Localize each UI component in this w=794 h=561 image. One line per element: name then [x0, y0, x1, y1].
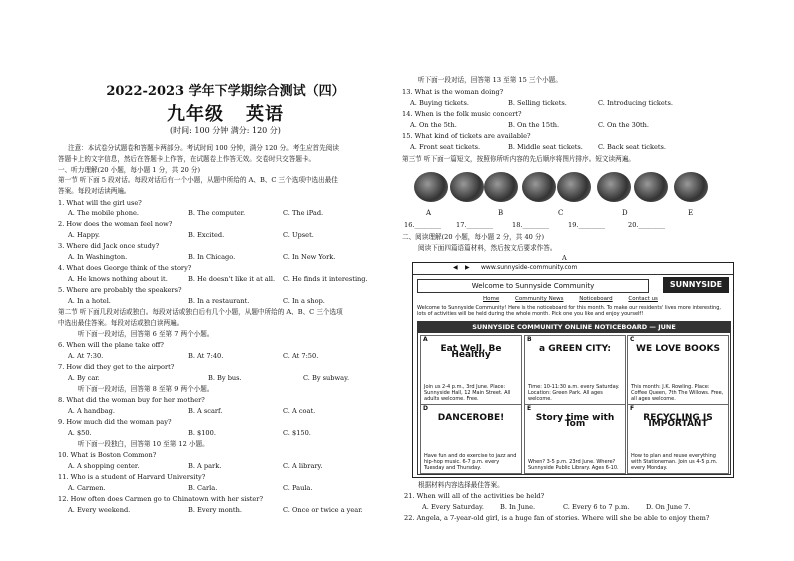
grade: 九年级	[167, 104, 224, 125]
option: A. A shopping center.	[68, 462, 140, 470]
option: B. $100.	[188, 429, 216, 437]
option: A. On the 5th.	[410, 121, 457, 129]
option: C. In a shop.	[283, 297, 325, 305]
question: 8. What did the woman buy for her mother?	[58, 396, 205, 404]
option: B. A park.	[188, 462, 222, 470]
food-picture	[674, 172, 708, 202]
option: A. In Washington.	[68, 253, 128, 261]
option: B. On the 15th.	[508, 121, 560, 129]
card-heading: Story time with Tom	[535, 413, 615, 429]
question: 15. What kind of tickets are available?	[402, 132, 531, 140]
welcome-banner: Welcome to Sunnyside Community	[417, 279, 649, 293]
option: B. At 7:40.	[188, 352, 224, 360]
question	[404, 492, 544, 500]
question: 1. What will the girl use?	[58, 199, 142, 207]
sunnyside-logo: SUNNYSIDE	[663, 277, 729, 293]
option: C. By subway.	[303, 374, 350, 382]
option: B. Carla.	[188, 484, 218, 492]
notice-line: 注意：本试卷分试题卷和答题卡两部分。考试时间 100 分钟，满分 120 分。考生应首先阅读	[68, 144, 339, 152]
option: C. Every 6 to 7 p.m.	[563, 503, 630, 511]
option: C. Once or twice a year.	[283, 506, 363, 514]
question-number: 21.	[404, 492, 415, 500]
card-heading: Eat Well, Be Healthy	[440, 344, 502, 360]
food-picture	[484, 172, 518, 202]
browser-bar	[413, 263, 733, 275]
food-picture	[597, 172, 631, 202]
card-letter: E	[527, 405, 532, 412]
question: 10. What is Boston Common?	[58, 451, 157, 459]
passage-label: A	[562, 254, 567, 262]
card-letter: A	[423, 336, 428, 343]
question: 2. How does the woman feel now?	[58, 220, 173, 228]
question	[404, 514, 709, 522]
section-heading: 二、阅读理解(20 小题，每小题 2 分，共 40 分)	[402, 233, 545, 241]
option: C. In New York.	[283, 253, 336, 261]
instruction-line: 听下面一段对话，回答第 13 至第 15 三个小题。	[418, 76, 562, 84]
option: A. At 7:30.	[68, 352, 104, 360]
question: 12. How often does Carmen go to Chinatown with her sister?	[58, 495, 263, 503]
option: C. Back seat tickets.	[598, 143, 667, 151]
instruction-line: 第二节 听下面几段对话或独白。每段对话或独白后有几个小题，从题中所给的 A、B、C 三个选项	[58, 308, 343, 316]
option: C. Paula.	[283, 484, 313, 492]
blank-number: 19.	[568, 221, 579, 229]
forward-icon[interactable]: ▶	[465, 264, 470, 271]
notice-card	[627, 335, 729, 405]
nav-noticeboard[interactable]: Noticeboard	[579, 296, 613, 302]
option: C. A library.	[283, 462, 323, 470]
option: B. A scarf.	[188, 407, 223, 415]
option: A. He knows nothing about it.	[68, 275, 168, 283]
question: 13. What is the woman doing?	[402, 88, 504, 96]
instruction-line: 第三节 听下面一篇短文，按照你所听内容的先后顺序将图片排序。短文读两遍。	[402, 155, 635, 163]
option: A. Every Saturday.	[422, 503, 484, 511]
blank-number: 18.	[512, 221, 523, 229]
card-text: Join us 2-4 p.m., 3rd June. Place: Sunnyside Hall, 12 Main Street. All adults welcome. Free.	[424, 384, 511, 402]
blank-number: 16.	[404, 221, 415, 229]
option: B. In June.	[500, 503, 536, 511]
notice-card	[420, 335, 522, 405]
option: A. Carmen.	[68, 484, 106, 492]
option: B. Middle seat tickets.	[508, 143, 583, 151]
option: B. The computer.	[188, 209, 246, 217]
time-score-line: (时间: 100 分钟 满分: 120 分)	[170, 126, 281, 135]
left-column	[58, 0, 393, 561]
food-picture	[450, 172, 484, 202]
option: C. At 7:50.	[283, 352, 319, 360]
notice-card	[524, 404, 626, 474]
card-text: How to plan and reuse everything with Stationeman. Join us 4-5 p.m. every Monday.	[631, 453, 718, 471]
notice-card	[524, 335, 626, 405]
picture-label: E	[688, 209, 694, 217]
option: C. Upset.	[283, 231, 314, 239]
option: C. On the 30th.	[598, 121, 650, 129]
card-heading: DANCEROBE!	[437, 413, 505, 423]
instruction-line: 听下面一段独白，回答第 10 至第 12 小题。	[78, 440, 209, 448]
question: 14. When is the folk music concert?	[402, 110, 522, 118]
option: A. $50.	[68, 429, 92, 437]
picture-label: C	[558, 209, 564, 217]
notice-card	[627, 404, 729, 474]
answer-blank[interactable]: 19.________	[568, 221, 605, 229]
food-picture	[557, 172, 591, 202]
question: 3. Where did Jack once study?	[58, 242, 160, 250]
picture-label: D	[622, 209, 628, 217]
option: A. Happy.	[68, 231, 101, 239]
instruction-line: 听下面一段对话，回答第 6 至第 7 两个小题。	[78, 330, 214, 338]
option: B. He doesn't like it at all.	[188, 275, 276, 283]
option: A. Buying tickets.	[410, 99, 469, 107]
option: B. Excited.	[188, 231, 225, 239]
card-text: When? 3-5 p.m. 23rd June. Where? Sunnyside Public Library. Ages 6-10.	[528, 459, 619, 471]
url-text[interactable]: www.sunnyside-community.com	[481, 264, 578, 271]
nav-home[interactable]: Home	[483, 296, 500, 302]
option: A. In a hotel.	[68, 297, 111, 305]
food-picture	[634, 172, 668, 202]
nav-contact[interactable]: Contact us	[628, 296, 658, 302]
food-picture	[522, 172, 556, 202]
option: A. A handbag.	[68, 407, 115, 415]
instruction-line: 第一节 听下面 5 段对话。每段对话后有一个小题，从题中所给的 A、B、C 三个选项中选出最佳	[58, 176, 338, 184]
card-heading: WE LOVE BOOKS	[636, 344, 720, 354]
instruction-line: 答案。每段对话读两遍。	[58, 187, 131, 195]
card-letter: B	[527, 336, 532, 343]
nav-community-news[interactable]: Community News	[515, 296, 564, 302]
answer-blank[interactable]: 18.________	[512, 221, 549, 229]
option: D. On June 7.	[646, 503, 691, 511]
food-picture	[414, 172, 448, 202]
card-text: Have fun and do exercise to jazz and hip-hop music. 6-7 p.m. every Tuesday and Thursday.	[424, 453, 517, 471]
card-letter: C	[630, 336, 635, 343]
instruction-line: 中选出最佳答案。每段对话或独白读两遍。	[58, 319, 184, 327]
card-text: Time: 10-11:30 a.m. every Saturday. Location: Green Park. All ages welcome.	[528, 384, 620, 402]
question: 7. How did they get to the airport?	[58, 363, 175, 371]
notice-line: 答题卡上的文字信息，然后在答题卡上作答，在试题卷上作答无效。交卷时只交答题卡。	[58, 155, 316, 163]
card-letter: D	[423, 405, 428, 412]
option: B. Selling tickets.	[508, 99, 567, 107]
picture-label: B	[498, 209, 504, 217]
option: B. By bus.	[208, 374, 242, 382]
question: 6. When will the plane take off?	[58, 341, 164, 349]
site-nav	[483, 296, 672, 302]
card-letter: F	[630, 405, 635, 412]
noticeboard	[417, 321, 731, 475]
question-number: 22.	[404, 514, 415, 522]
question: 4. What does George think of the story?	[58, 264, 192, 272]
option: B. In a restaurant.	[188, 297, 250, 305]
card-text: This month: J.K. Rowling. Place: Coffee Queen, 7th The Willows. Free, all ages welcome.	[631, 384, 724, 402]
option: A. Every weekend.	[68, 506, 131, 514]
notice-card	[420, 404, 522, 474]
option: C. Introducing tickets.	[598, 99, 673, 107]
question-text: Angela, a 7-year-old girl, is a huge fan of stories. Where will she be able to enjoy them?	[416, 514, 710, 522]
option: C. $150.	[283, 429, 311, 437]
option: A. The mobile phone.	[68, 209, 139, 217]
option: B. In Chicago.	[188, 253, 236, 261]
exam-subtitle	[58, 100, 393, 126]
blank-number: 20.	[628, 221, 639, 229]
blank-number: 17.	[456, 221, 467, 229]
instruction-line: 阅读下面四篇语篇材料，然后按文后要求作答。	[418, 244, 557, 252]
question: 9. How much did the woman pay?	[58, 418, 172, 426]
back-icon[interactable]: ◀	[453, 264, 458, 271]
option: A. Front seat tickets.	[410, 143, 481, 151]
question: 11. Who is a student of Harvard University?	[58, 473, 206, 481]
instruction-line: 根据材料内容选择最佳答案。	[418, 481, 504, 489]
answer-blank[interactable]: 20.________	[628, 221, 665, 229]
picture-label: A	[426, 209, 432, 217]
question-text: When will all of the activities be held?	[416, 492, 545, 500]
option: C. He finds it interesting.	[283, 275, 368, 283]
option: C. A coat.	[283, 407, 316, 415]
card-heading: RECYCLING IS IMPORTANT	[643, 413, 713, 429]
exam-title: 2022-2023 学年下学期综合测试（四）	[106, 84, 345, 99]
option: C. The iPad.	[283, 209, 324, 217]
subject: 英语	[246, 104, 284, 125]
answer-blank[interactable]: 16.________	[404, 221, 441, 229]
section-heading: 一、听力理解(20 小题，每小题 1 分，共 20 分)	[58, 166, 201, 174]
instruction-line: 听下面一段对话，回答第 8 至第 9 两个小题。	[78, 385, 214, 393]
card-heading: a GREEN CITY:	[539, 344, 611, 354]
option: A. By car.	[68, 374, 100, 382]
question: 5. Where are probably the speakers?	[58, 286, 182, 294]
intro-text: Welcome to Sunnyside Community! Here is the noticeboard for this month. To make our residents' lives more interesting, lots of activities will be held during the whole month. Pick one you like and enjoy yourself!	[417, 305, 721, 317]
food-pictures	[412, 172, 722, 217]
right-column	[400, 0, 730, 561]
option: B. Every month.	[188, 506, 242, 514]
answer-blank[interactable]: 17.________	[456, 221, 493, 229]
community-webpage	[412, 262, 734, 478]
noticeboard-title: SUNNYSIDE COMMUNITY ONLINE NOTICEBOARD — JUNE	[418, 322, 730, 333]
